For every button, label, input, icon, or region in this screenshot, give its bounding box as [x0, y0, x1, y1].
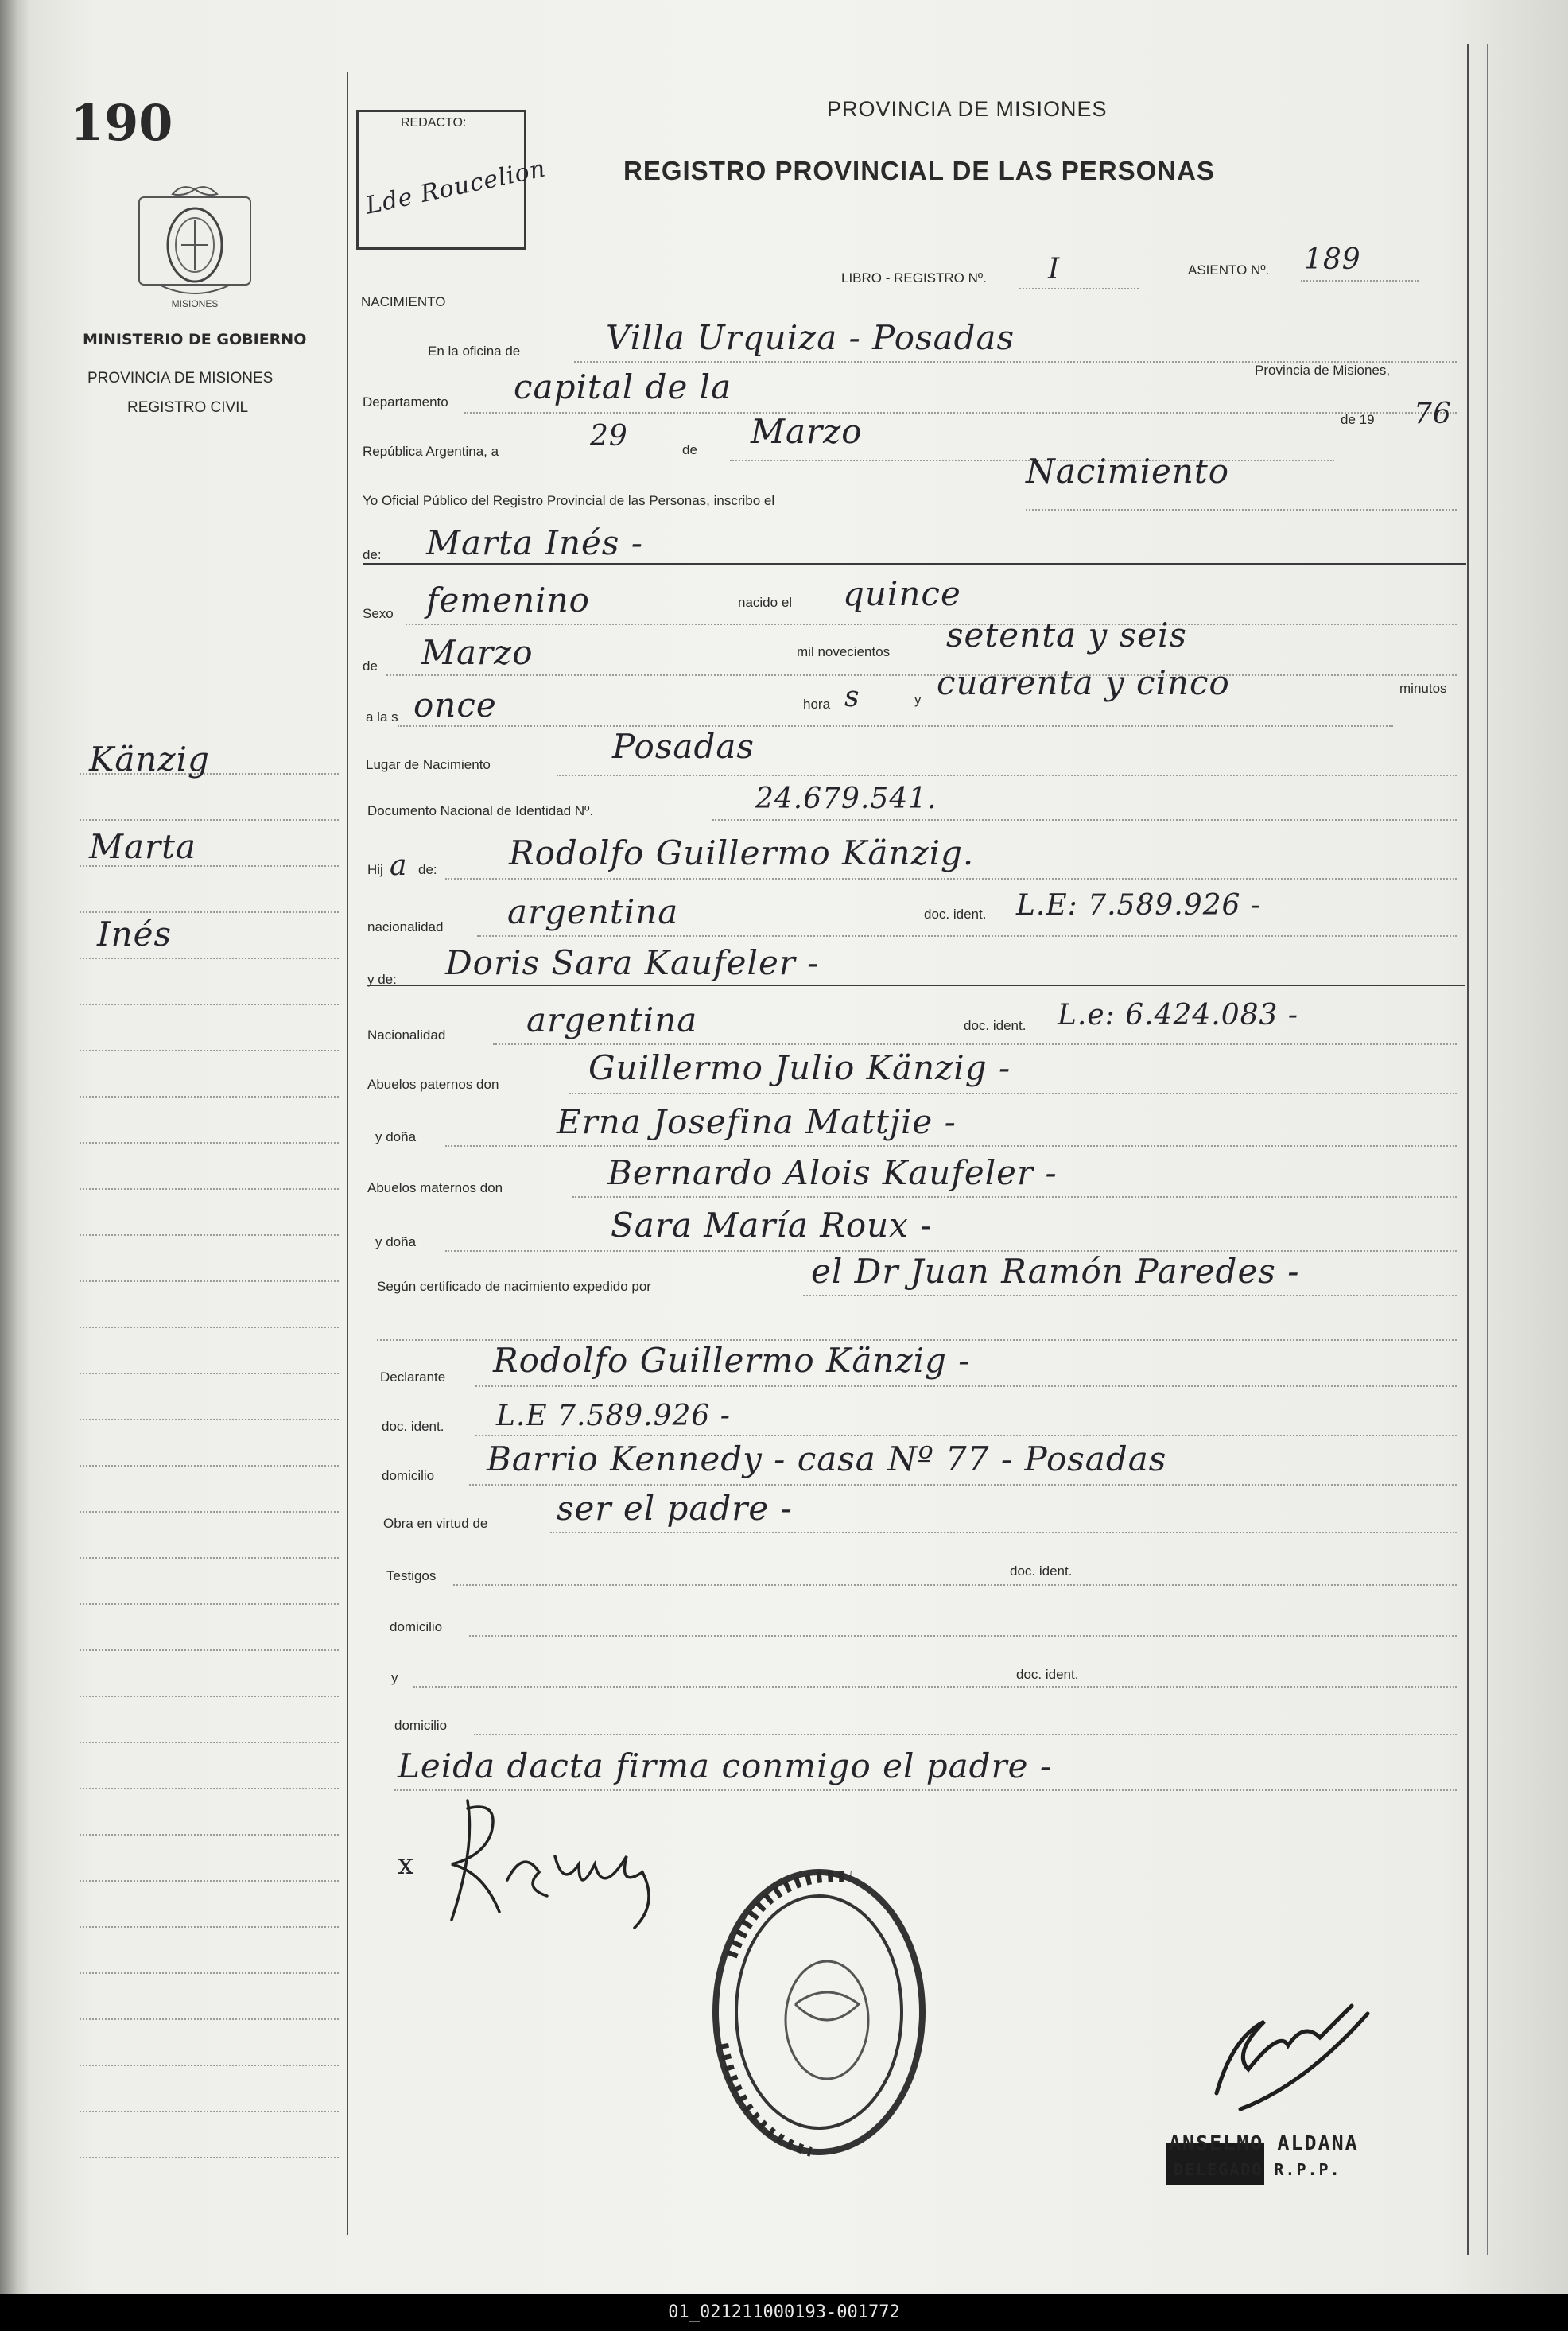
departamento-label: Departamento	[363, 394, 448, 410]
right-frame-line	[1467, 44, 1469, 2255]
hora-value: once	[413, 686, 497, 725]
nacionalidad1-value: argentina	[507, 892, 679, 931]
nacionalidad2-label: Nacionalidad	[367, 1028, 446, 1043]
fecha-month: Marzo	[751, 412, 863, 451]
documento-value: 24.679.541.	[755, 783, 937, 815]
doc2-value: L.e: 6.424.083 -	[1058, 999, 1299, 1031]
hijo-label: Hij	[367, 862, 383, 877]
dona2-value: Sara María Roux -	[611, 1206, 933, 1245]
lugar-label: Lugar de Nacimiento	[366, 757, 491, 772]
domicilio3-label: domicilio	[394, 1718, 448, 1733]
left-frame-line	[347, 72, 348, 2235]
redacto-signature: Lde Roucelion	[363, 154, 549, 220]
madre-value: Doris Sara Kaufeler -	[445, 943, 820, 982]
de-label: de:	[363, 547, 382, 562]
fecha-year-suffix: 76	[1414, 398, 1452, 430]
registry-stamp	[700, 1853, 962, 2203]
nacimiento-label: NACIMIENTO	[361, 294, 446, 309]
asiento-value: 189	[1304, 243, 1361, 276]
mes-label: de	[363, 659, 378, 674]
outer-right-line	[1487, 44, 1488, 2255]
de-value: Marta Inés -	[426, 523, 643, 562]
doc-ident-label: doc. ident.	[382, 1419, 444, 1434]
doc2-label: doc. ident.	[964, 1018, 1027, 1033]
testigos-label: Testigos	[386, 1568, 437, 1583]
nacido-label: nacido el	[738, 595, 793, 610]
coat-of-arms-seal	[135, 181, 254, 317]
hora-label: hora	[803, 697, 831, 712]
abuelos-paternos-value: Guillermo Julio Känzig -	[588, 1048, 1011, 1087]
asiento-label: ASIENTO Nº.	[1188, 262, 1270, 278]
provincia-label: Provincia de Misiones,	[1255, 363, 1391, 378]
libro-value: I	[1048, 253, 1061, 286]
hora-a-label: a la s	[366, 709, 398, 725]
nacionalidad2-value: argentina	[526, 1000, 698, 1039]
mil-label: mil novecientos	[797, 644, 891, 659]
certificado-label: Según certificado de nacimiento expedido por	[377, 1279, 651, 1294]
nacionalidad1-label: nacionalidad	[367, 919, 444, 934]
officer-title: DELEGADO R.P.P.	[1174, 2160, 1341, 2179]
inscribo-value: Nacimiento	[1026, 452, 1230, 491]
declarante-label: Declarante	[380, 1369, 446, 1385]
libro-label: LIBRO - REGISTRO Nº.	[841, 270, 987, 286]
registry-title: REGISTRO PROVINCIAL DE LAS PERSONAS	[623, 156, 1215, 185]
margin-surname: Känzig	[89, 740, 210, 779]
sexo-value: femenino	[426, 581, 590, 620]
obra-value: ser el padre -	[557, 1489, 793, 1528]
fecha-day: 29	[590, 420, 628, 453]
doc1-label: doc. ident.	[924, 907, 987, 922]
domicilio-value: Barrio Kennedy - casa Nº 77 - Posadas	[487, 1439, 1167, 1478]
departamento-value: capital de la	[514, 367, 732, 406]
declarante-signature	[420, 1785, 682, 1936]
hijo-de-label: de:	[418, 862, 437, 877]
testigos-doc-label: doc. ident.	[1010, 1564, 1073, 1579]
obra-label: Obra en virtud de	[383, 1516, 488, 1531]
dona1-value: Erna Josefina Mattjie -	[557, 1102, 957, 1141]
margin-second-name: Inés	[97, 915, 173, 954]
mes-value: Marzo	[421, 633, 534, 672]
closing-text: Leida dacta firma conmigo el padre -	[398, 1746, 1053, 1785]
page-number: 190	[70, 94, 173, 152]
minutos-value: cuarenta y cinco	[937, 663, 1230, 702]
province-header: PROVINCIA DE MISIONES	[827, 97, 1108, 121]
dona2-label: y doña	[375, 1234, 417, 1249]
oficina-label: En la oficina de	[428, 344, 521, 359]
hijo-suffix: a	[390, 849, 408, 882]
declarante-value: Rodolfo Guillermo Känzig -	[493, 1341, 971, 1380]
oficina-value: Villa Urquiza - Posadas	[606, 318, 1015, 357]
margin-first-name: Marta	[89, 827, 197, 866]
mil-value: setenta y seis	[946, 616, 1187, 655]
domicilio-label: domicilio	[382, 1468, 435, 1483]
fecha-label: República Argentina, a	[363, 444, 499, 459]
nacido-value: quince	[843, 574, 961, 613]
provincia-heading: PROVINCIA DE MISIONES	[87, 370, 274, 387]
inscribo-label: Yo Oficial Público del Registro Provincial de las Personas, inscribo el	[363, 493, 775, 508]
seal-label: MISIONES	[171, 298, 219, 309]
footer-file-id: 01_021211000193-001772	[0, 2294, 1568, 2331]
doc-ident-value: L.E 7.589.926 -	[496, 1400, 731, 1432]
ministerio-heading: MINISTERIO DE GOBIERNO	[83, 331, 307, 348]
y-label: y	[391, 1670, 398, 1685]
hijo-value: Rodolfo Guillermo Känzig.	[509, 833, 975, 872]
hora-suffix: s	[844, 681, 860, 713]
abuelos-paternos-label: Abuelos paternos don	[367, 1077, 499, 1092]
certificado-value: el Dr Juan Ramón Paredes -	[811, 1252, 1300, 1291]
madre-label: y de:	[367, 972, 397, 987]
officer-name: ANSELMO ALDANA	[1169, 2131, 1359, 2154]
sexo-label: Sexo	[363, 606, 394, 621]
documento-label: Documento Nacional de Identidad Nº.	[367, 803, 594, 818]
fecha-year-prefix: de 19	[1341, 412, 1375, 427]
signature-mark: x	[398, 1848, 415, 1881]
abuelos-maternos-value: Bernardo Alois Kaufeler -	[607, 1153, 1058, 1192]
redacto-label: REDACTO:	[401, 116, 467, 130]
fecha-de-label: de	[682, 442, 697, 457]
minutos-y-label: y	[914, 692, 922, 707]
y-doc-label: doc. ident.	[1016, 1667, 1079, 1682]
doc1-value: L.E: 7.589.926 -	[1016, 889, 1262, 922]
registro-civil-heading: REGISTRO CIVIL	[127, 399, 249, 416]
minutos-label: minutos	[1399, 681, 1447, 696]
dona1-label: y doña	[375, 1129, 417, 1144]
officer-signature	[1193, 1982, 1391, 2117]
page-edge-shadow	[0, 0, 30, 2294]
lugar-value: Posadas	[612, 727, 755, 766]
abuelos-maternos-label: Abuelos maternos don	[367, 1180, 503, 1195]
domicilio2-label: domicilio	[390, 1619, 443, 1634]
